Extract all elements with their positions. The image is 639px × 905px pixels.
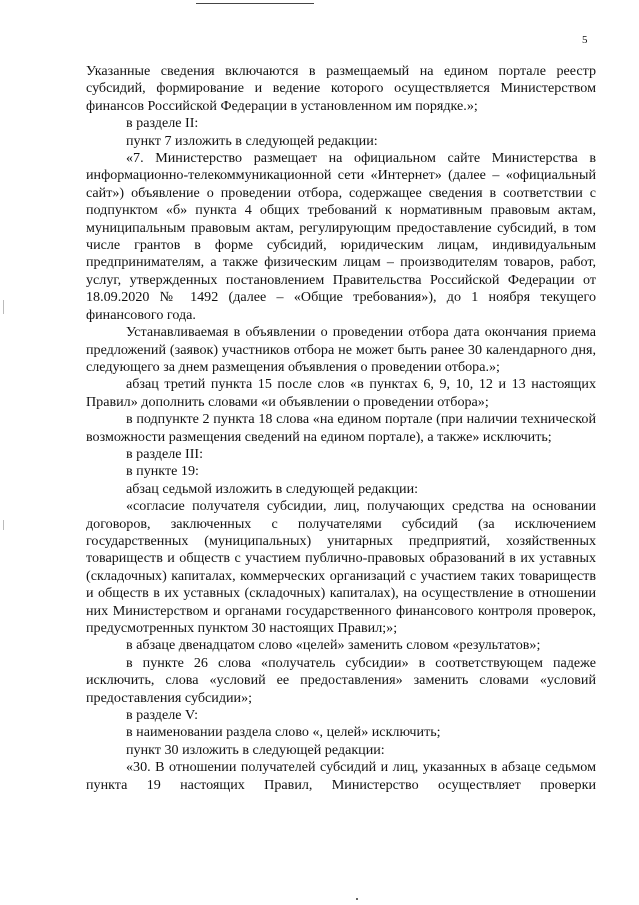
paragraph-soglasie: «согласие получателя субсидии, лиц, получающих средства на основании договоров, заключенных с получателями субсидий (за исключением государственных (муниципальных) унитарных предприятий, хозяйственных товариществ и обществ с участием публично-правовых образований в их уставных (складочных) капиталах, коммерческих организаций с участием таких товариществ и обществ в их уставных (складочных) капиталах), на осуществление в отношении них Министерством и органами государственного финансового контроля проверок, предусмотренных пунктом 30 настоящих Правил;»;: [86, 498, 596, 636]
paragraph-razdel-v: в разделе V:: [126, 707, 199, 724]
paragraph-punkt-30-intro: пункт 30 изложить в следующей редакции:: [126, 741, 385, 758]
paragraph-punkt-15: абзац третий пункта 15 после слов «в пунктах 6, 9, 10, 12 и 13 настоящих Правил» дополнить словами «и объявлении о проведении отбора»;: [86, 376, 596, 410]
paragraph-punkt-26: в пункте 26 слова «получатель субсидии» в соответствующем падеже исключить, слова «условий ее предоставления» заменить словами «условий предоставления субсидии»;: [86, 654, 596, 706]
page-number: 5: [582, 34, 588, 46]
paragraph-punkt-19: в пункте 19:: [126, 463, 199, 480]
paragraph-razdel-iii: в разделе III:: [126, 445, 204, 462]
paragraph-naimenovanie: в наименовании раздела слово «, целей» исключить;: [126, 724, 441, 741]
scan-artifact-dot: [356, 898, 358, 900]
paragraph-punkt-7-intro: пункт 7 изложить в следующей редакции:: [126, 132, 378, 149]
paragraph-abzac-dvenadcatyy: в абзаце двенадцатом слово «целей» заменить словом «результатов»;: [126, 637, 541, 654]
scan-margin-speck: [3, 520, 4, 530]
document-body: [86, 63, 596, 794]
scan-artifact-line: [196, 3, 314, 4]
paragraph-razdel-ii: в разделе II:: [126, 115, 199, 132]
paragraph-abzac-sedmoy: абзац седьмой изложить в следующей редакции:: [126, 480, 419, 497]
paragraph-date-okonchaniya: Устанавливаемая в объявлении о проведении отбора дата окончания приема предложений (заявок) участников отбора не может быть ранее 30 календарного дня, следующего за днем размещения объявления о проведении отбора.»;: [86, 324, 596, 375]
scan-margin-speck: [3, 300, 4, 314]
paragraph-punkt-7-text: «7. Министерство размещает на официальном сайте Министерства в информационно-телекоммуникационной сети «Интернет» (далее – «официальный сайт») объявление о проведении отбора, содержащее сведения в соответствии с подпунктом «б» пункта 4 общих требований к нормативным правовым актам, муниципальным правовым актам, регулирующим предоставление субсидий, в том числе грантов в форме субсидий, юридическим лицам, индивидуальным предпринимателям, а также физическим лицам – производителям товаров, работ, услуг, утвержденных постановлением Правительства Российской Федерации от 18.09.2020 № 1492 (далее – «Общие требования»), до 1 ноября текущего финансового года.: [86, 150, 596, 323]
paragraph-reestr: Указанные сведения включаются в размещаемый на едином портале реестр субсидий, формирование и ведение которого осуществляется Министерством финансов Российской Федерации в установленном им порядке.»;: [86, 63, 596, 114]
paragraph-punkt-30-text: «30. В отношении получателей субсидий и лиц, указанных в абзаце седьмом пункта 19 настоящих Правил, Министерство осуществляет проверки: [86, 759, 596, 793]
paragraph-punkt-18: в подпункте 2 пункта 18 слова «на едином портале (при наличии технической возможности размещения сведений на едином портале), а также» исключить;: [86, 411, 596, 445]
